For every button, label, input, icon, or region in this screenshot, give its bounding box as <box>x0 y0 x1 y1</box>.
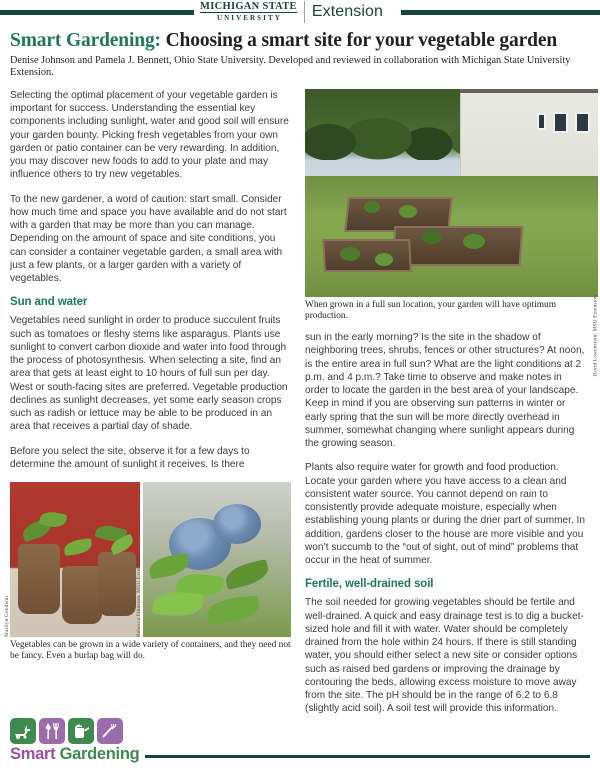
page-title <box>10 29 590 52</box>
page-title-rest: Choosing a smart site for your vegetable garden <box>160 30 558 51</box>
watering-can-icon <box>68 718 94 744</box>
paragraph: sun in the early morning? Is the site in the shadow of neighboring trees, shrubs, fences or other structures? At noon, is the entire area in full sun? What are the light conditions at 2 p.m. and 4 p.m.? Take time to observe and make notes in order to locate the garden in the best area of your landscape. Keep in mind if you are observing sun patterns in winter or early spring that the sun will be more directly overhead in summer, somewhat changing where sunlight appears during the growing season. <box>305 332 585 450</box>
section-heading-sun-and-water: Sun and water <box>10 296 88 309</box>
extension-wordmark: Extension <box>311 3 384 20</box>
smart-gardening-logo-tiles <box>10 718 590 744</box>
trowel-fork-icon <box>39 718 65 744</box>
mixed-vegetable-photo <box>136 482 291 638</box>
logo-divider <box>304 1 305 23</box>
figure-caption: Vegetables can be grown in a wide variety of containers, and they need not be fancy. Even a burlap bag will do. <box>10 640 291 662</box>
page-title-brand: Smart Gardening: <box>10 30 161 51</box>
left-column <box>4 89 291 727</box>
smart-gardening-wordmark <box>10 745 139 764</box>
section-heading-fertile-soil: Fertile, well-drained soil <box>305 578 434 591</box>
wordmark-gardening: Gardening <box>55 745 140 763</box>
paragraph: Vegetables need sunlight in order to produce succulent fruits such as tomatoes or fleshy stems like asparagus. Plants use sunlight to convert carbon dioxide and water into food through the process of photosynthesis. When selecting a site, find an area that gets at least eight to 10 hours of full sun per day. West or south-facing sites are preferred. Vegetable production declines as sunlight decreases, yet some early season crops such as radish or lettuce may be able to be produced in an area that receives a partial day of shade. <box>10 315 288 433</box>
byline: Denise Johnson and Pamela J. Bennett, Ohio State University. Developed and reviewed in collaboration with Michigan State University Extension. <box>10 55 571 79</box>
paragraph: Selecting the optimal placement of your vegetable garden is important for success. Understanding the essential key components including sunlight, water and good soil will ensure your garden bounty. Picking fresh vegetables from your own garden or patio container can be very rewarding. In addition, you may discover new foods to add to your plate and may influence others to try new vegetables. <box>10 89 289 181</box>
right-column <box>305 89 599 727</box>
page-footer <box>10 718 590 764</box>
paragraph: Plants also require water for growth and food production. Locate your garden where you have access to a clean and consistent water source. You cannot depend on rain to consistently provide adequate moisture, especially when establishing young plants or during the drier part of summer. In addition, gardens closer to the house are more visible and you won’t succumb to the “out of sight, out of mind” problems that occur in the heat of summer. <box>305 462 585 567</box>
photo-credit: Rebecca Finneran, MSU Extension <box>136 556 142 638</box>
footer-rule <box>145 755 590 757</box>
photo-credit: Marilyn Goodwin <box>4 596 10 638</box>
window <box>553 112 568 133</box>
paragraph: Before you select the site, observe it for a few days to determine the amount of sunlight it receives. Is there <box>10 445 250 470</box>
msu-wordmark-line1: MICHIGAN STATE <box>200 1 297 12</box>
smart-gardening-wordmark-row <box>10 745 590 764</box>
figure-caption: When grown in a full sun location, your garden will have optimum production. <box>305 299 556 322</box>
paragraph: The soil needed for growing vegetables should be fertile and well-drained. A quick and easy drainage test is to dig a bucket-sized hole and fill it with water. Water should be completely drained from the hole within 24 hours. If there is still standing water, you should either select a new site or consider options such as raised bed gardens or improving the drainage by contouring the beds, allowing excess moisture to move away from the site. The pH should be in the range of 6.2 to 6.8 (slightly acid soil). A soil test will provide this information. <box>305 597 584 715</box>
photo-credit: David Lowenstein, MSU Extension <box>593 294 599 377</box>
msu-wordmark-line2: UNIVERSITY <box>216 14 282 22</box>
header-rule-right <box>401 10 600 15</box>
article-columns <box>0 80 600 727</box>
header-rule-left <box>0 10 194 15</box>
paragraph: To the new gardener, a word of caution: start small. Consider how much time and space you have available and do not start with a garden that may be more than you can manage. Depending on the amount of space and site conditions, you can consider a container vegetable garden, a small area with just a few plants, or a larger garden with a variety of vegetables. <box>10 193 287 285</box>
msu-extension-logo <box>200 1 383 23</box>
page-header <box>0 0 600 24</box>
raised-bed <box>392 226 524 266</box>
window <box>575 112 590 133</box>
mower-icon <box>10 718 36 744</box>
photo-row <box>4 482 291 638</box>
hero-figure <box>305 89 599 377</box>
raised-bed <box>322 239 412 272</box>
wordmark-smart: Smart <box>10 745 56 763</box>
rake-icon <box>97 718 123 744</box>
title-block <box>0 24 600 80</box>
container-garden-figure <box>4 482 291 662</box>
burlap-pot-photo <box>4 482 140 638</box>
msu-wordmark <box>200 1 304 23</box>
window <box>537 113 547 130</box>
